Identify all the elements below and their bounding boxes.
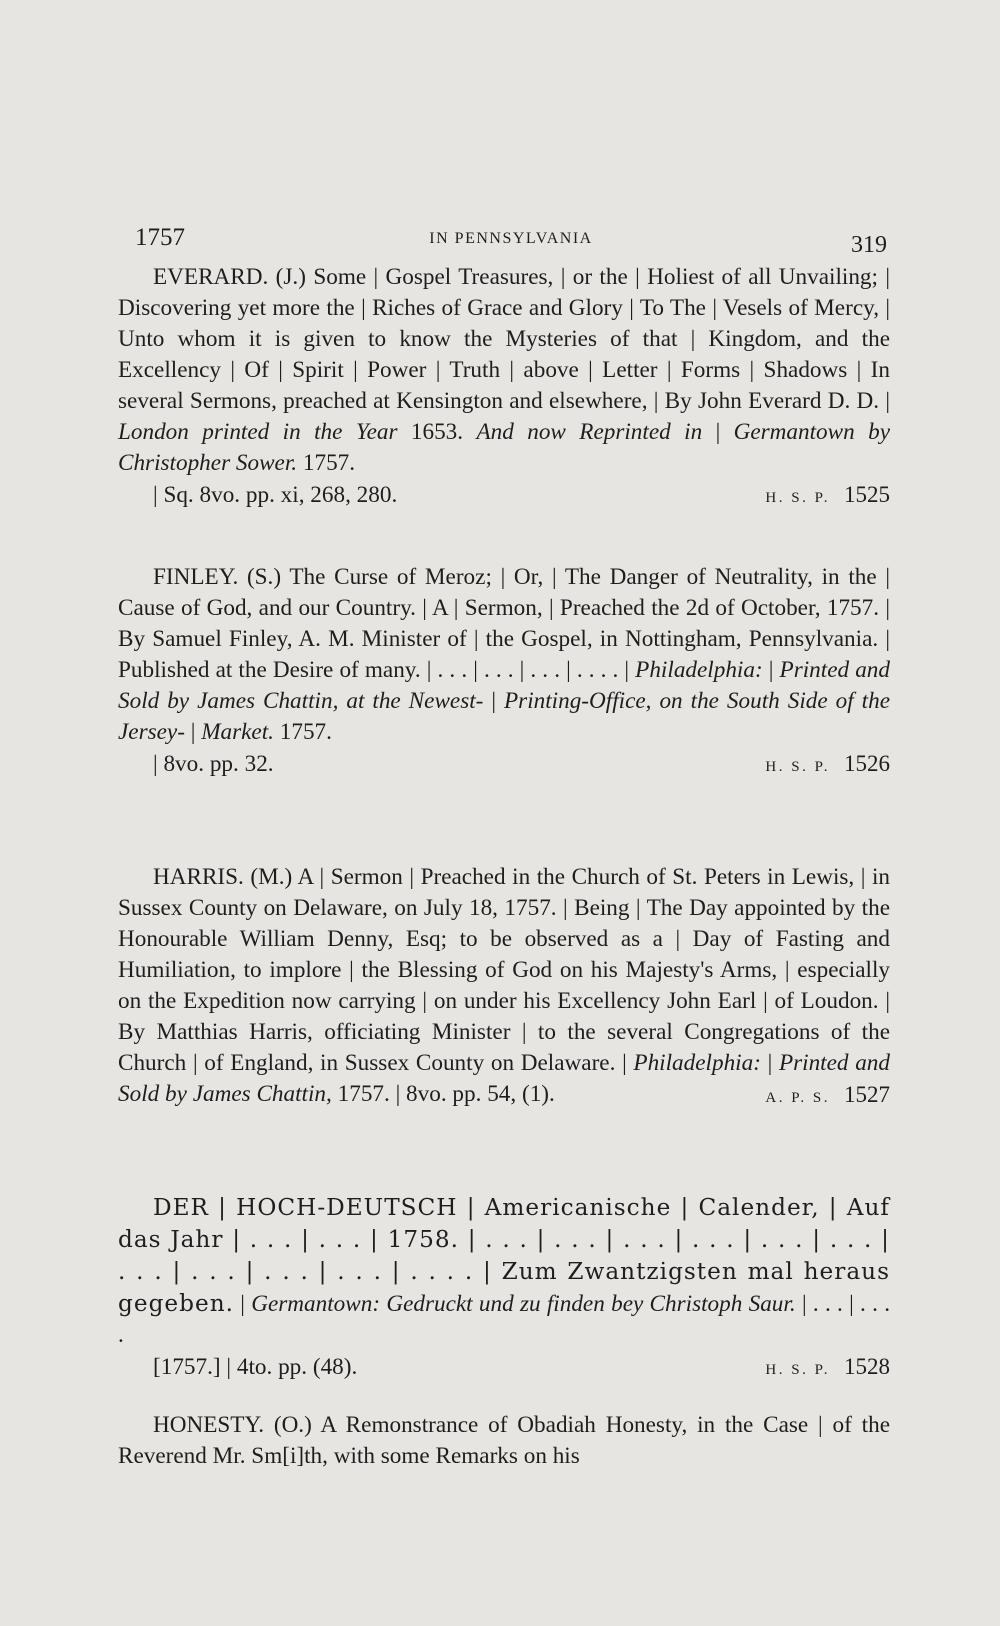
entry-format: [1757.] | 4to. pp. (48).	[153, 1354, 358, 1380]
bibliography-entry-1527	[118, 862, 890, 1114]
italic-text: Germantown: Gedruckt und zu finden bey Christoph Saur.	[251, 1291, 796, 1317]
entry-text	[118, 562, 890, 748]
italic-text: Printing-Office, on the South Side of the Jersey-	[118, 688, 890, 745]
header-year: 1757	[135, 224, 185, 251]
header-running-title: IN PENNSYLVANIA	[429, 230, 593, 247]
entry-text-segment: HONESTY. (O.) A Remonstrance of Obadiah Honesty, in the Case | of the Reverend Mr. Sm[i]th, with some Remarks on his	[118, 1412, 890, 1469]
bibliography-entry-1525	[118, 262, 890, 514]
fraktur-text: DER | HOCH-DEUTSCH | Americanische | Calender, | Auf das Jahr | . . . | . . . | 1758. | . . . | . . . | . . . | . . . | . . . | . . . | . . . | . . . | . . . | . . . | . . . . | Zum Zwantzigsten mal heraus gegeben.	[118, 1194, 890, 1317]
entry-text-segment: |	[234, 1291, 252, 1317]
entry-footer	[118, 479, 890, 514]
bibliography-entry-honesty	[118, 1410, 890, 1472]
library-siglum: H. S. P.	[765, 759, 830, 775]
library-siglum: A. P. S.	[765, 1090, 830, 1106]
italic-text: Printed and Sold by James Chattin,	[118, 1050, 890, 1107]
entry-text	[118, 1192, 890, 1351]
entry-text-segment: |	[184, 719, 202, 745]
entry-text-segment: |	[762, 657, 780, 683]
entry-footer	[118, 1351, 890, 1386]
entry-text	[118, 862, 890, 1110]
page-number: 319	[851, 232, 887, 258]
entry-number: 1527	[844, 1082, 890, 1107]
entry-number: 1528	[844, 1354, 890, 1379]
italic-text: London printed in the Year	[118, 419, 398, 445]
entry-text-segment: 1757.	[297, 450, 356, 476]
bibliography-entry-1528	[118, 1192, 890, 1386]
entry-text-segment: HARRIS. (M.) A | Sermon | Preached in the Church of St. Peters in Lewis, | in Sussex County on Delaware, on July 18, 1757. | Being | The Day appointed by the Honourable William Denny, Esq; to be observed as a | Day of Fasting and Humiliation, to implore | the Blessing of God on his Majesty's Arms, | especially on the Expedition now carrying | on under his Excellency John Earl | of Loudon. | By Matthias Harris, officiating Minister | to the several Congregations of the Church | of England, in Sussex County on Delaware. |	[118, 864, 890, 1076]
entry-text-segment: 1757. | 8vo. pp. 54, (1).	[331, 1081, 555, 1107]
entry-text-segment: 1653.	[397, 419, 477, 445]
entry-text	[118, 262, 890, 479]
italic-text: Germantown by Christopher Sower.	[118, 419, 891, 476]
italic-text: Market.	[201, 719, 274, 745]
running-header	[135, 216, 887, 256]
entry-text-segment: |	[483, 688, 504, 714]
entry-text-segment: | . . . | . . . .	[118, 1291, 890, 1348]
italic-text: Philadelphia:	[635, 657, 763, 683]
entry-format: | 8vo. pp. 32.	[153, 751, 274, 777]
entry-text-segment: |	[760, 1050, 779, 1076]
entry-number: 1526	[844, 751, 890, 776]
entry-text-segment: |	[702, 419, 734, 445]
entry-text-segment: 1757.	[273, 719, 332, 745]
entry-text	[118, 1410, 890, 1472]
italic-text: Printed and Sold by James Chattin, at the Newest-	[118, 657, 890, 714]
entry-format: | Sq. 8vo. pp. xi, 268, 280.	[153, 482, 398, 508]
italic-text: And now Reprinted in	[476, 419, 703, 445]
italic-text: Philadelphia:	[633, 1050, 761, 1076]
entry-number: 1525	[844, 482, 890, 507]
bibliography-entry-1526	[118, 562, 890, 783]
library-siglum: H. S. P.	[765, 490, 830, 506]
library-siglum: H. S. P.	[765, 1362, 830, 1378]
entry-text-segment: FINLEY. (S.) The Curse of Meroz; | Or, | The Danger of Neutrality, in the | Cause of God, and our Country. | A | Sermon, | Preached the 2d of October, 1757. | By Samuel Finley, A. M. Minister of | the Gospel, in Nottingham, Pennsylvania. | Published at the Desire of many. | . . . | . . . | . . . | . . . . |	[118, 564, 890, 683]
entry-text-segment: EVERARD. (J.) Some | Gospel Treasures, | or the | Holiest of all Unvailing; | Discovering yet more the | Riches of Grace and Glory | To The | Vesels of Mercy, | Unto whom it is given to know the Mysteries of that | Kingdom, and the Excellency | Of | Spirit | Power | Truth | above | Letter | Forms | Shadows | In several Sermons, preached at Kensington and elsewhere, | By John Everard D. D. |	[118, 264, 890, 414]
entry-footer	[118, 748, 890, 783]
